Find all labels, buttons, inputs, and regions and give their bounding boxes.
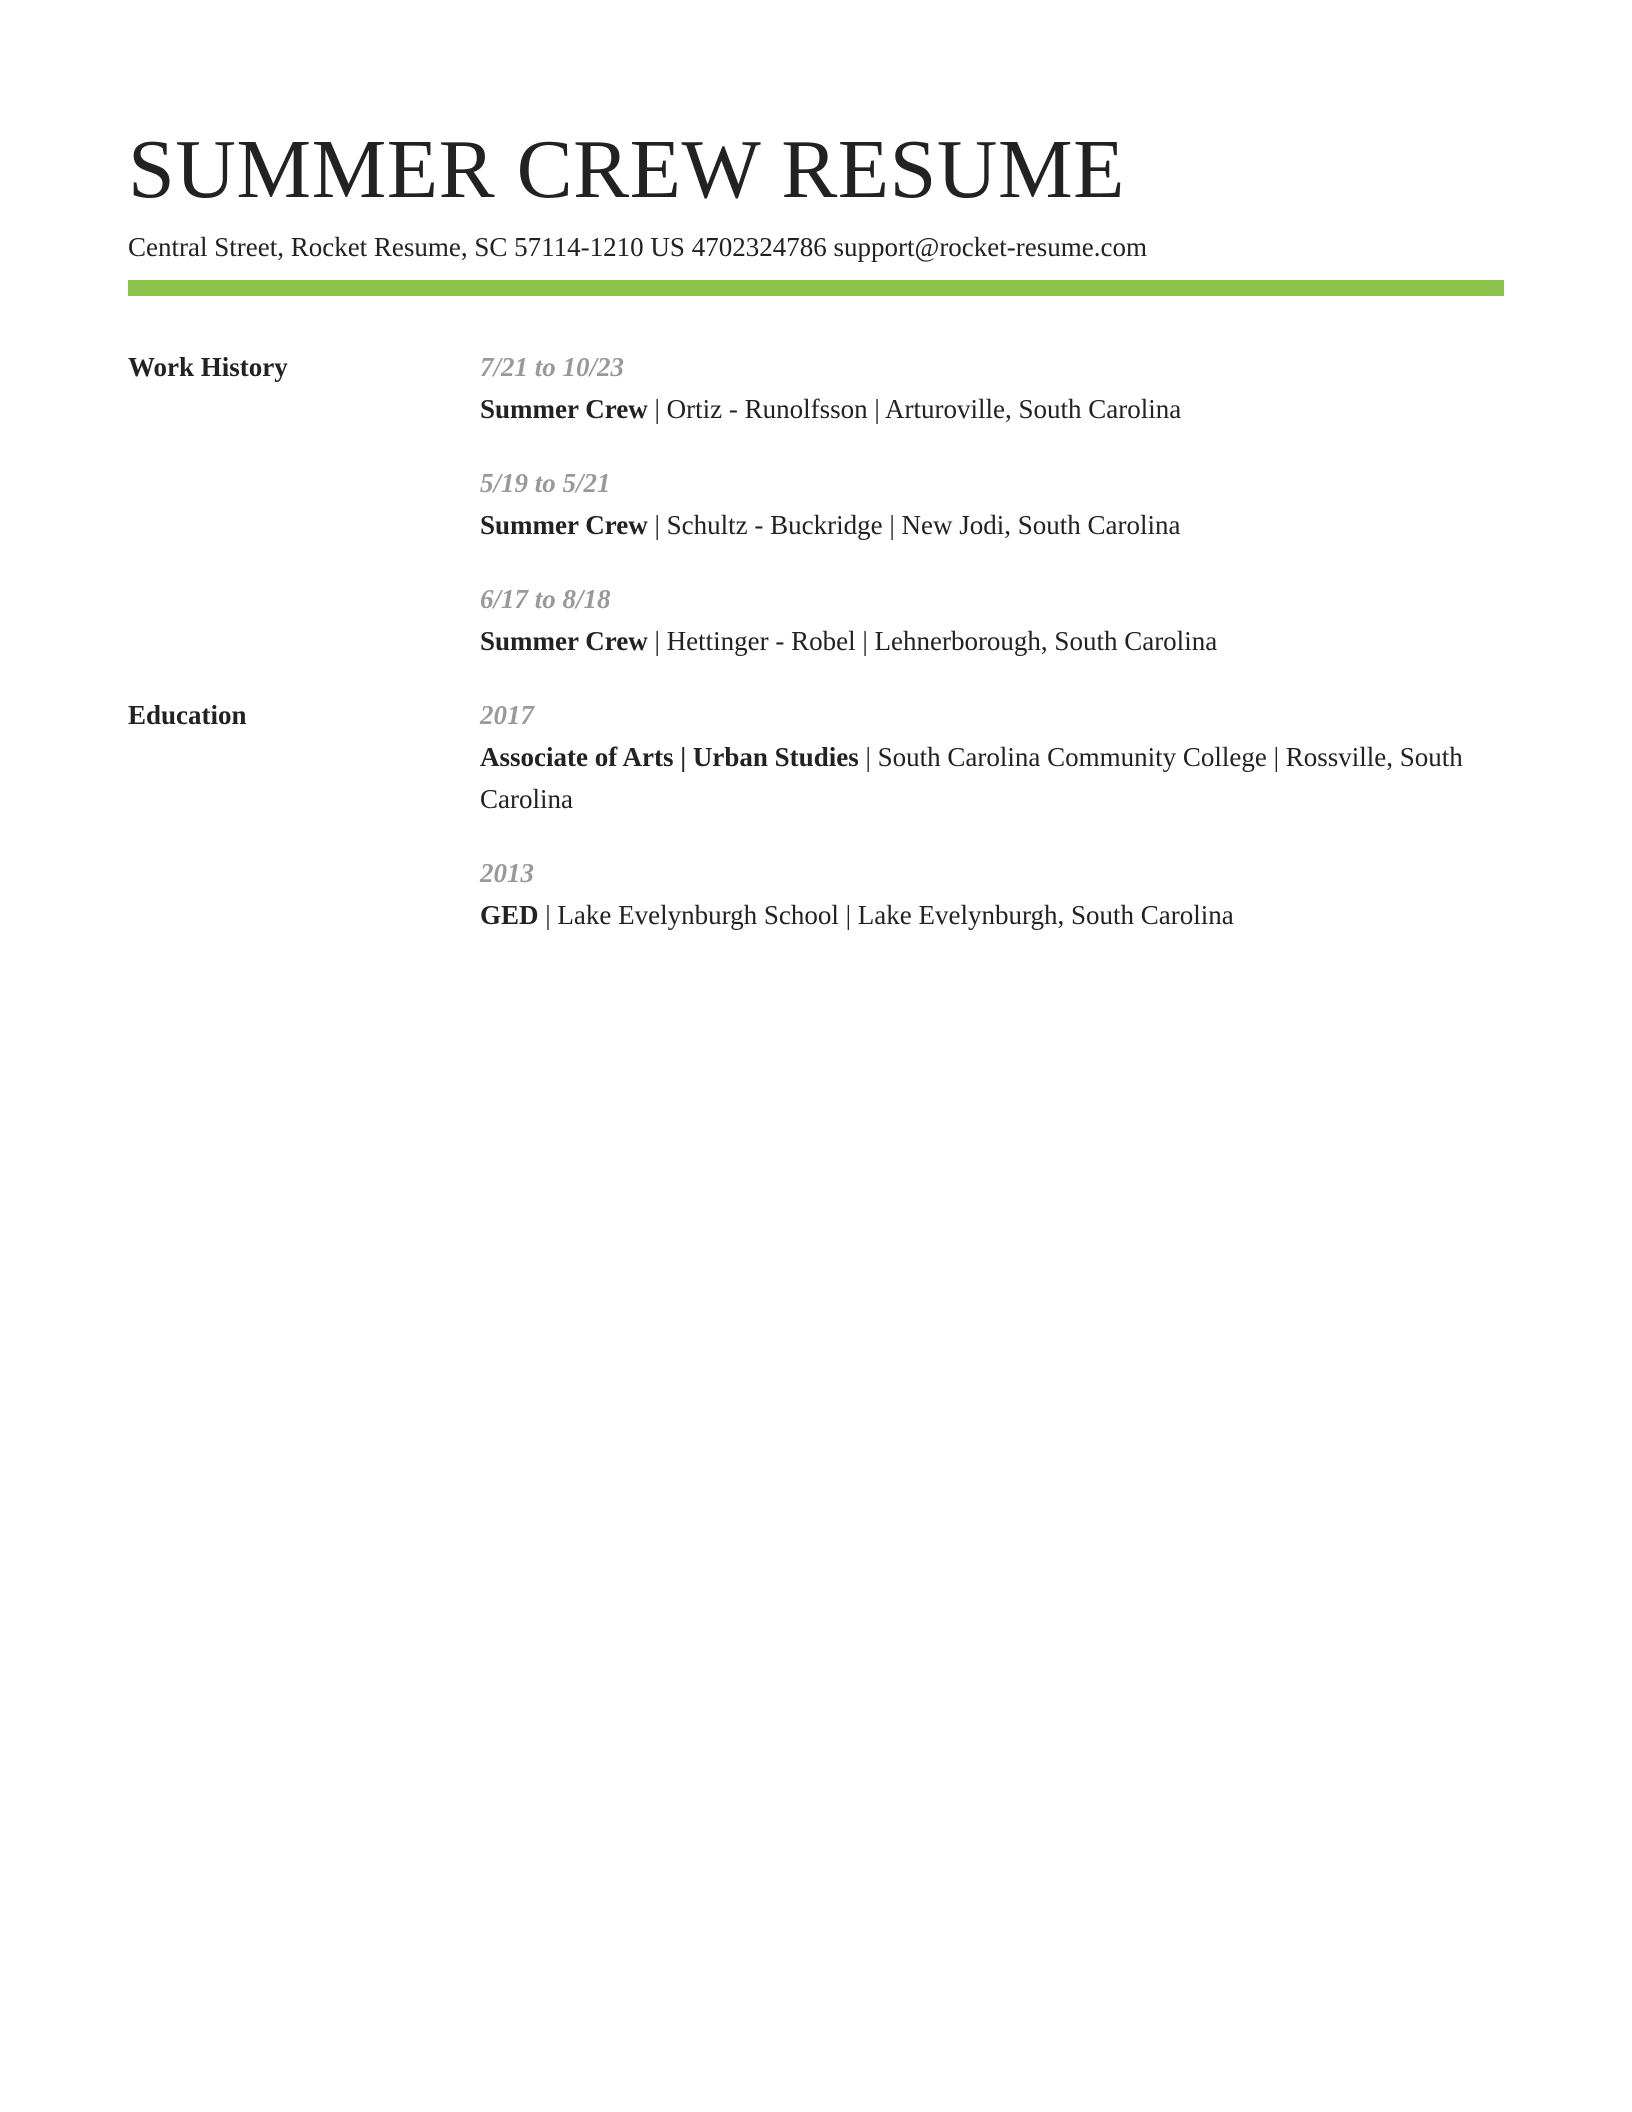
work-entry [480,462,1504,546]
entry-rest: | Lake Evelynburgh School | Lake Evelynburgh, South Carolina [538,900,1234,930]
entry-dates: 7/21 to 10/23 [480,352,625,382]
entry-details [480,736,1504,820]
section-heading-education: Education [128,700,247,730]
entry-dates: 5/19 to 5/21 [480,468,611,498]
resume-page [128,118,1504,936]
entry-details [480,504,1504,546]
entry-title: Summer Crew [480,510,648,540]
entry-rest: | Hettinger - Robel | Lehnerborough, South Carolina [647,626,1218,656]
email-text: support@rocket-resume.com [833,232,1147,262]
section-heading-work-history: Work History [128,352,288,382]
entry-dates: 2013 [480,858,534,888]
entry-dates: 6/17 to 8/18 [480,584,611,614]
education-entry [480,852,1504,936]
entry-details [480,620,1504,662]
work-history-entries [480,346,1504,694]
entry-rest: | South Carolina Community College | Rossville, South Carolina [480,742,1463,814]
resume-title: SUMMER CREW RESUME [128,123,1125,216]
contact-line [128,229,1504,265]
entry-title: GED [480,900,539,930]
education-section [128,694,1504,936]
address-text: Central Street, Rocket Resume, SC 57114-1210 US [128,232,685,262]
entry-details [480,894,1504,936]
entry-dates: 2017 [480,700,534,730]
work-history-section [128,346,1504,694]
entry-rest: | Schultz - Buckridge | New Jodi, South Carolina [647,510,1181,540]
phone-text: 4702324786 [691,232,827,262]
entry-rest: | Ortiz - Runolfsson | Arturoville, South Carolina [647,394,1182,424]
work-entry [480,346,1504,430]
entry-title: Summer Crew [480,626,648,656]
accent-divider [128,280,1504,296]
entry-details [480,388,1504,430]
entry-title: Associate of Arts | Urban Studies [480,742,859,772]
work-entry [480,578,1504,662]
education-entry [480,694,1504,820]
entry-title: Summer Crew [480,394,648,424]
education-entries [480,694,1504,936]
